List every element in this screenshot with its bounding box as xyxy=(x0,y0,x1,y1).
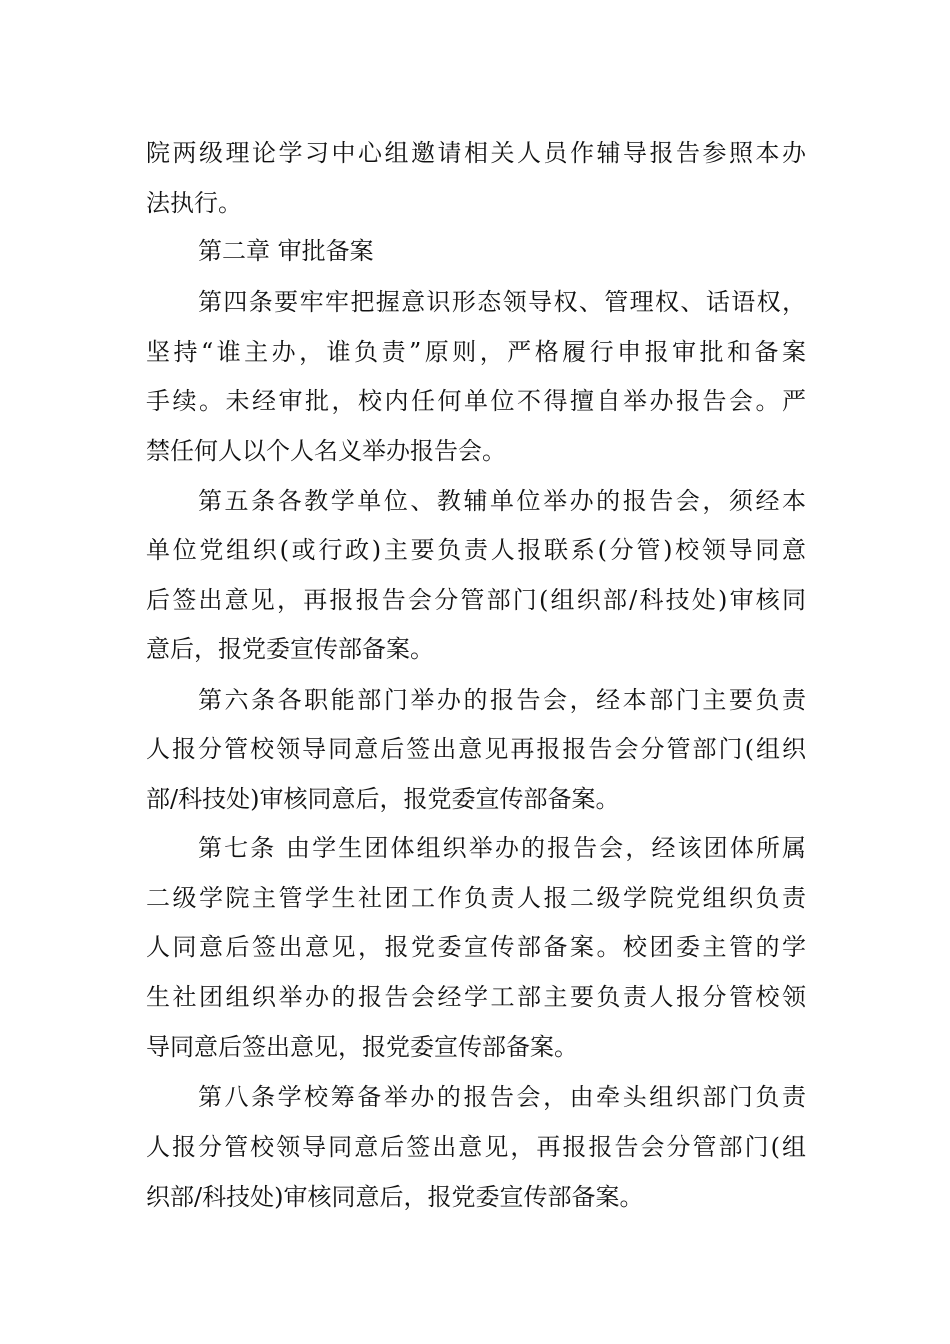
text-line: 第六条各职能部门举办的报告会，经本部门主要负责 xyxy=(198,686,806,714)
text-line: 第八条学校筹备举办的报告会，由牵头组织部门负责 xyxy=(198,1083,806,1111)
text-line: 后签出意见，再报报告会分管部门(组织部/科技处)审核同 xyxy=(146,586,806,614)
text-line: 禁任何人以个人名义举办报告会。 xyxy=(146,437,506,465)
text-line: 院两级理论学习中心组邀请相关人员作辅导报告参照本办 xyxy=(146,139,806,167)
text-line: 法执行。 xyxy=(146,189,242,217)
text-line: 二级学院主管学生社团工作负责人报二级学院党组织负责 xyxy=(146,884,806,912)
text-line: 手续。未经审批，校内任何单位不得擅自举办报告会。严 xyxy=(146,387,806,415)
text-line: 人报分管校领导同意后签出意见再报报告会分管部门(组织 xyxy=(146,735,806,763)
text-line: 第四条要牢牢把握意识形态领导权、管理权、话语权， xyxy=(198,288,806,316)
text-line: 第七条 由学生团体组织举办的报告会，经该团体所属 xyxy=(198,834,806,862)
text-line: 单位党组织(或行政)主要负责人报联系(分管)校领导同意 xyxy=(146,536,806,564)
text-line: 意后，报党委宣传部备案。 xyxy=(146,635,434,663)
text-line: 导同意后签出意见，报党委宣传部备案。 xyxy=(146,1033,578,1061)
text-line: 坚持“谁主办，谁负责”原则，严格履行申报审批和备案 xyxy=(146,338,806,366)
text-line: 部/科技处)审核同意后，报党委宣传部备案。 xyxy=(146,785,620,813)
chapter-heading: 第二章 审批备案 xyxy=(198,237,374,265)
text-line: 人同意后签出意见，报党委宣传部备案。校团委主管的学 xyxy=(146,933,806,961)
text-line: 人报分管校领导同意后签出意见，再报报告会分管部门(组 xyxy=(146,1133,806,1161)
text-line: 第五条各教学单位、教辅单位举办的报告会，须经本 xyxy=(198,487,806,515)
text-line: 生社团组织举办的报告会经学工部主要负责人报分管校领 xyxy=(146,983,806,1011)
text-line: 织部/科技处)审核同意后，报党委宣传部备案。 xyxy=(146,1183,644,1211)
